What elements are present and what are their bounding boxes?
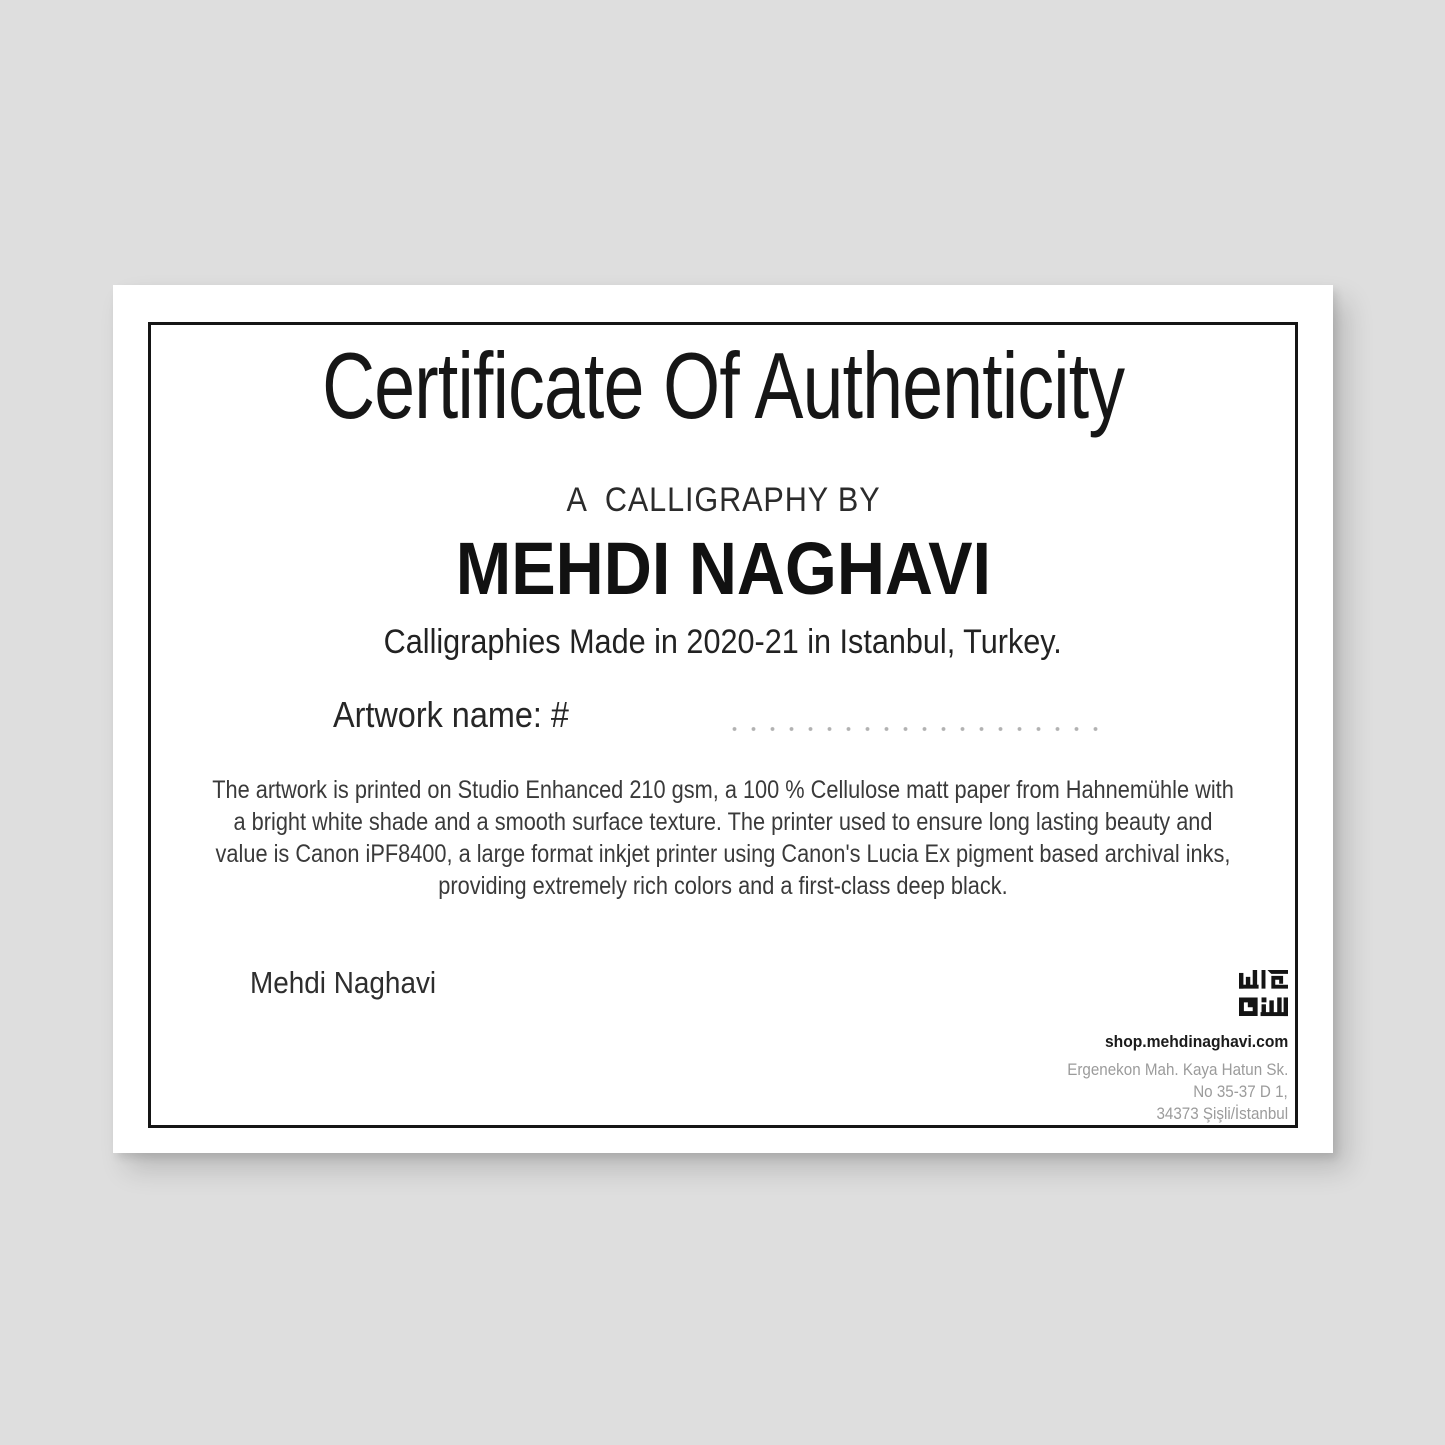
website-url	[1048, 1032, 1288, 1052]
footer-brand-block	[1048, 970, 1288, 1125]
description-paragraph	[192, 774, 1253, 902]
certificate-card	[113, 285, 1333, 1153]
subtitle-text: Calligraphies Made in 2020-21 in Istanbul, Turkey.	[383, 623, 1063, 661]
description-line: providing extremely rich colors and a first-class deep black.	[438, 872, 1008, 900]
signature-name-text: Mehdi Naghavi	[250, 965, 437, 1000]
address-line: 34373 Şişli/İstanbul	[1156, 1105, 1288, 1124]
signature-name	[250, 966, 457, 1000]
artwork-name-blank-line	[725, 725, 1105, 733]
address-block	[1048, 1059, 1288, 1125]
website-url-text: shop.mehdinaghavi.com	[1104, 1032, 1288, 1051]
artwork-name-label: Artwork name: #	[333, 694, 569, 735]
certificate-title-text: Certificate Of Authenticity	[321, 333, 1125, 438]
description-line: The artwork is printed on Studio Enhanced 210 gsm, a 100 % Cellulose matt paper from Hahnemühle with	[212, 776, 1234, 804]
byline	[113, 483, 1333, 517]
address-line: No 35-37 D 1,	[1193, 1083, 1288, 1102]
subtitle	[113, 622, 1333, 663]
byline-text: A CALLIGRAPHY BY	[565, 481, 881, 519]
description-line: value is Canon iPF8400, a large format inkjet printer using Canon's Lucia Ex pigment based archival inks,	[215, 840, 1231, 868]
description-line: a bright white shade and a smooth surface texture. The printer used to ensure long lasting beauty and	[233, 808, 1213, 836]
square-kufic-logo-icon	[1239, 970, 1288, 1019]
artist-name	[113, 527, 1333, 610]
certificate-title	[113, 333, 1333, 438]
artwork-name-row	[333, 695, 1105, 735]
address-line: Ergenekon Mah. Kaya Hatun Sk.	[1066, 1061, 1288, 1080]
artist-name-text: MEHDI NAGHAVI	[455, 527, 991, 610]
